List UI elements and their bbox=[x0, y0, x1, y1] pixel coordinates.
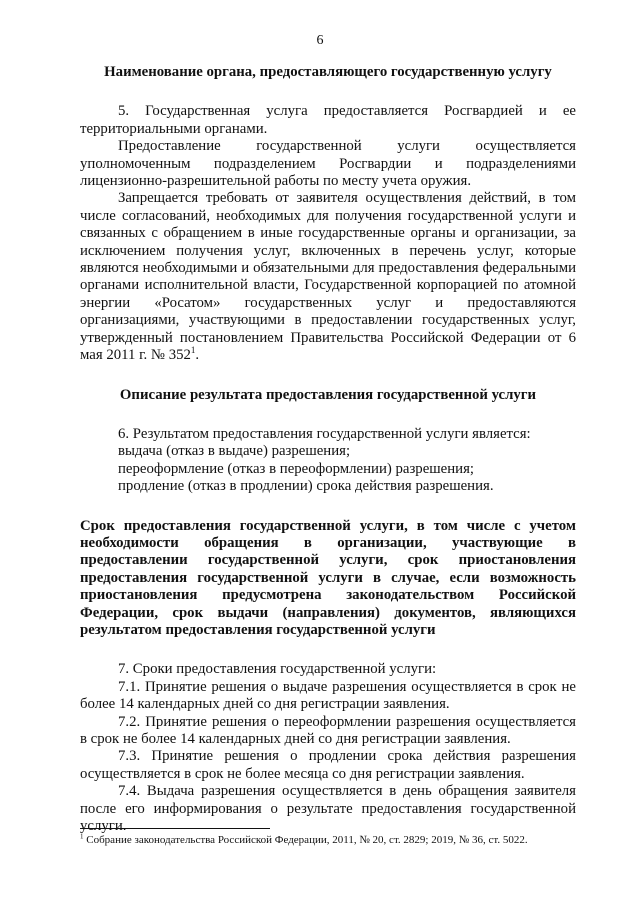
paragraph-5: 5. Государственная услуга предоставляется Росгвардией и ее территориальными органами. bbox=[80, 103, 576, 137]
footnote-reference: 1 bbox=[190, 345, 196, 356]
section-heading-terms: Срок предоставления государственной услуги, в том числе с учетом необходимости обращения в организации, участвующие в предоставлении государственной услуги, срок приостановления предоставления государственной услуги в случае, если возможность приостановления предусмотрена законодательством Российской Федерации, срок выдачи (направления) документов, являющихся результатом предоставления государственной услуги bbox=[80, 517, 576, 638]
document-body bbox=[80, 64, 576, 835]
paragraph-7: 7. Сроки предоставления государственной услуги: bbox=[118, 661, 437, 678]
page-number: 6 bbox=[316, 33, 324, 48]
result-extension: продление (отказ в продлении) срока действия разрешения. bbox=[118, 478, 494, 495]
paragraph-7-4: 7.4. Выдача разрешения осуществляется в день обращения заявителя после его информирования о результате предоставления государственной услуги. bbox=[80, 783, 576, 835]
footnote-marker: 1 bbox=[80, 832, 84, 841]
paragraph-authority-units: Предоставление государственной услуги осуществляется уполномоченным подразделением Росгвардии и подразделениями лицензионно-разрешительной работы по месту учета оружия. bbox=[80, 138, 576, 190]
paragraph-7-3: 7.3. Принятие решения о продлении срока действия разрешения осуществляется в срок не более месяца со дня регистрации заявления. bbox=[80, 748, 576, 782]
footnote bbox=[80, 834, 576, 847]
paragraph-7-1: 7.1. Принятие решения о выдаче разрешения осуществляется в срок не более 14 календарных дней со дня регистрации заявления. bbox=[80, 678, 576, 713]
paragraph-6: 6. Результатом предоставления государственной услуги является: bbox=[118, 425, 531, 442]
footnote-text: Собрание законодательства Российской Федерации, 2011, № 20, ст. 2829; 2019, № 36, ст. 5022. bbox=[86, 834, 528, 846]
section-heading-authority: Наименование органа, предоставляющего государственную услугу bbox=[104, 64, 552, 80]
footnote-divider bbox=[80, 828, 270, 829]
paragraph-7-2: 7.2. Принятие решения о переоформлении разрешения осуществляется в срок не более 14 календарных дней со дня регистрации заявления. bbox=[80, 713, 576, 747]
result-reissue: переоформление (отказ в переоформлении) разрешения; bbox=[118, 460, 474, 477]
result-issue: выдача (отказ в выдаче) разрешения; bbox=[118, 443, 351, 460]
paragraph-prohibition: Запрещается требовать от заявителя осуществления действий, в том числе согласований, необходимых для получения государственной услуги и связанных с обращением в иные государственные органы и организации, за исключением получения услуг, включенных в перечень услуг, которые являются необходимыми и обязательными для предоставления федеральными органами исполнительной власти, Государственной корпорацией по атомной энергии «Росатом» государственных услуг и предоставляются организациями, участвующими в предоставлении государственных услуг, утвержденный постановлением Правительства Российской Федерации от 6 мая 2011 г. № $352^1$. bbox=[80, 190, 576, 364]
paragraph-prohibition-text: Запрещается требовать от заявителя осуществления действий, в том числе согласований, необходимых для получения государственной услуги и связанных с обращением в иные государственные органы и организации, за исключением получения услуг, включенных в перечень услуг, которые являются необходимыми и обязательными для предоставления федеральными органами исполнительной власти, Государственной корпорацией по атомной энергии «Росатом» государственных услуг и предоставляются организациями, участвующими в предоставлении государственных услуг, утвержденный постановлением Правительства Российской Федерации от 6 мая 2011 г. № 352 bbox=[80, 190, 576, 364]
section-heading-result: Описание результата предоставления государственной услуги bbox=[119, 386, 537, 403]
